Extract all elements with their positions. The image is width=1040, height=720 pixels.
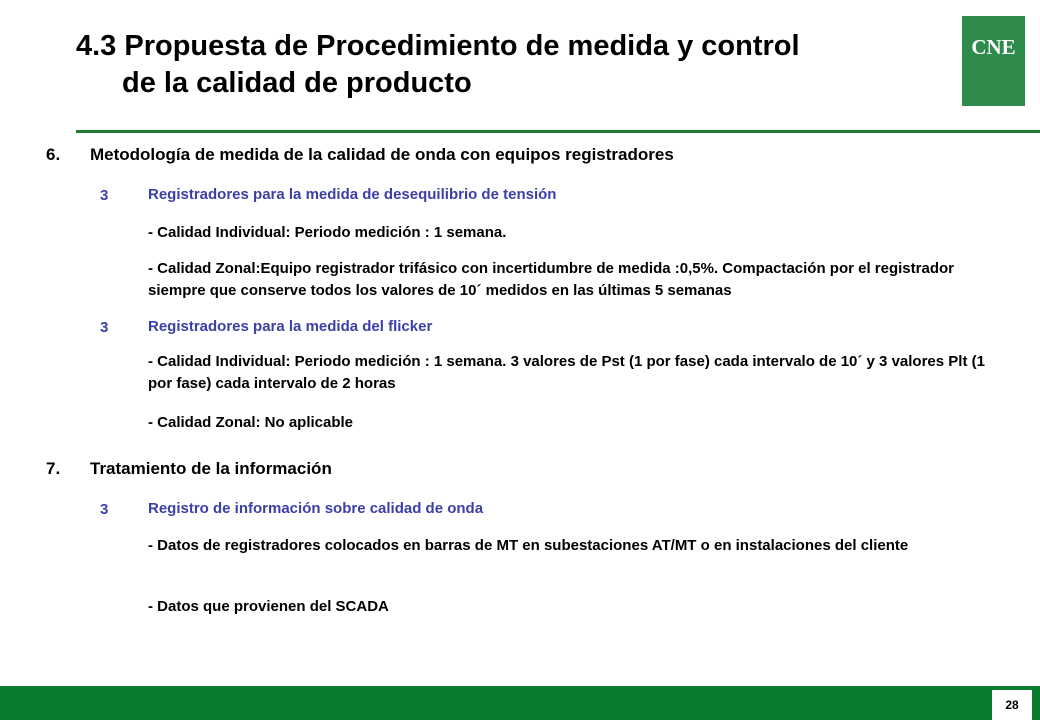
detail-paragraph: - Calidad Individual: Periodo medición : 1 semana. — [148, 224, 507, 241]
section-heading — [46, 459, 332, 479]
bullet-icon: 3 — [100, 319, 109, 336]
slide-title-line-2: de la calidad de producto — [122, 67, 472, 99]
bullet-icon: 3 — [100, 501, 109, 518]
page-number: 28 — [992, 690, 1032, 720]
title-divider — [76, 130, 1040, 133]
detail-paragraph: - Datos que provienen del SCADA — [148, 598, 389, 615]
section-number: 7. — [46, 459, 61, 478]
slide-title-line-1: 4.3 Propuesta de Procedimiento de medida y control — [76, 30, 800, 62]
section-title: Metodología de medida de la calidad de onda con equipos registradores — [90, 145, 674, 164]
slide-title — [76, 28, 800, 102]
section-number: 6. — [46, 145, 61, 164]
detail-paragraph: - Datos de registradores colocados en barras de MT en subestaciones AT/MT o en instalaciones del cliente — [148, 537, 909, 554]
bullet-label: Registradores para la medida de desequilibrio de tensión — [148, 186, 557, 203]
footer-bar — [0, 686, 1040, 720]
bullet-label: Registro de información sobre calidad de onda — [148, 500, 484, 517]
bullet-icon: 3 — [100, 187, 109, 204]
section-heading — [46, 145, 674, 165]
bullet-label: Registradores para la medida del flicker — [148, 318, 433, 335]
cne-logo-text: CNE — [971, 35, 1016, 59]
section-title: Tratamiento de la información — [90, 459, 332, 478]
detail-paragraph: - Calidad Zonal: No aplicable — [148, 414, 354, 431]
detail-paragraph: - Calidad Zonal:Equipo registrador trifásico con incertidumbre de medida :0,5%. Compactación por el registrador siempre que conserve todos los valores de 10´ medidos en las últimas 5 semanas — [148, 260, 954, 299]
cne-logo — [962, 16, 1025, 106]
detail-paragraph: - Calidad Individual: Periodo medición : 1 semana. 3 valores de Pst (1 por fase) cada intervalo de 10´ y 3 valores Plt (1 por fase) cada intervalo de 2 horas — [148, 353, 985, 392]
